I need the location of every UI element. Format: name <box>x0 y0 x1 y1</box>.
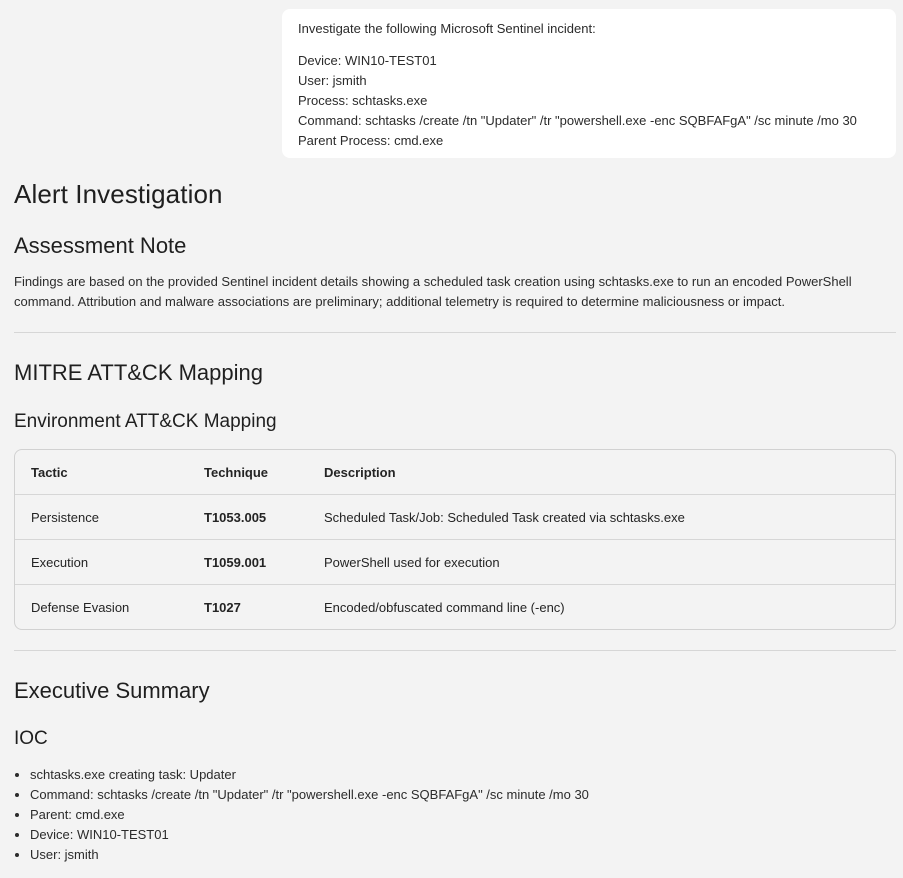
ioc-list <box>14 765 896 865</box>
cell-tactic: Persistence <box>15 495 188 540</box>
list-item: • Parent: cmd.exe <box>30 805 896 825</box>
user-prompt-bubble <box>282 9 896 158</box>
prompt-line-process: Process: schtasks.exe <box>298 93 428 108</box>
assistant-response <box>14 172 896 865</box>
column-header-description: Description <box>324 464 396 480</box>
mitre-subheading: Environment ATT&CK Mapping <box>14 411 277 432</box>
list-item: • Command: schtasks /create /tn "Updater" /tr "powershell.exe -enc SQBFAFgA" /sc minute /mo 30 <box>30 785 896 805</box>
prompt-line-parent-process: Parent Process: cmd.exe <box>298 133 444 148</box>
mitre-heading: MITRE ATT&CK Mapping <box>14 360 263 385</box>
list-item: • Device: WIN10-TEST01 <box>30 825 896 845</box>
column-header-tactic: Tactic <box>31 464 68 480</box>
cell-technique: T1053.005 <box>188 495 308 540</box>
table-header-row <box>15 450 895 495</box>
column-header-technique: Technique <box>204 464 269 480</box>
prompt-line-user: User: jsmith <box>298 73 367 88</box>
ioc-heading: IOC <box>14 728 48 749</box>
cell-tactic: Execution <box>15 540 188 585</box>
mitre-table <box>14 449 896 630</box>
cell-tactic: Defense Evasion <box>15 585 188 630</box>
cell-technique: T1059.001 <box>188 540 308 585</box>
prompt-line-device: Device: WIN10-TEST01 <box>298 53 437 68</box>
assessment-heading: Assessment Note <box>14 233 187 258</box>
list-item: • User: jsmith <box>30 845 896 865</box>
cell-description: Scheduled Task/Job: Scheduled Task created via schtasks.exe <box>308 495 895 540</box>
cell-description: Encoded/obfuscated command line (-enc) <box>308 585 895 630</box>
cell-technique: T1027 <box>188 585 308 630</box>
list-item: • schtasks.exe creating task: Updater <box>30 765 896 785</box>
report-title: Alert Investigation <box>14 179 223 209</box>
cell-description: PowerShell used for execution <box>308 540 895 585</box>
table-row <box>15 585 895 630</box>
prompt-intro: Investigate the following Microsoft Sentinel incident: <box>298 21 596 36</box>
table-row <box>15 540 895 585</box>
table-row <box>15 495 895 540</box>
prompt-line-command: Command: schtasks /create /tn "Updater" /tr "powershell.exe -enc SQBFAFgA" /sc minute /mo 30 <box>298 113 857 128</box>
summary-heading: Executive Summary <box>14 678 210 703</box>
assessment-text: Findings are based on the provided Sentinel incident details showing a scheduled task creation using schtasks.exe to run an encoded PowerShell command. Attribution and malware associations are preliminary; additional telemetry is required to determine maliciousness or impact. <box>14 274 852 309</box>
